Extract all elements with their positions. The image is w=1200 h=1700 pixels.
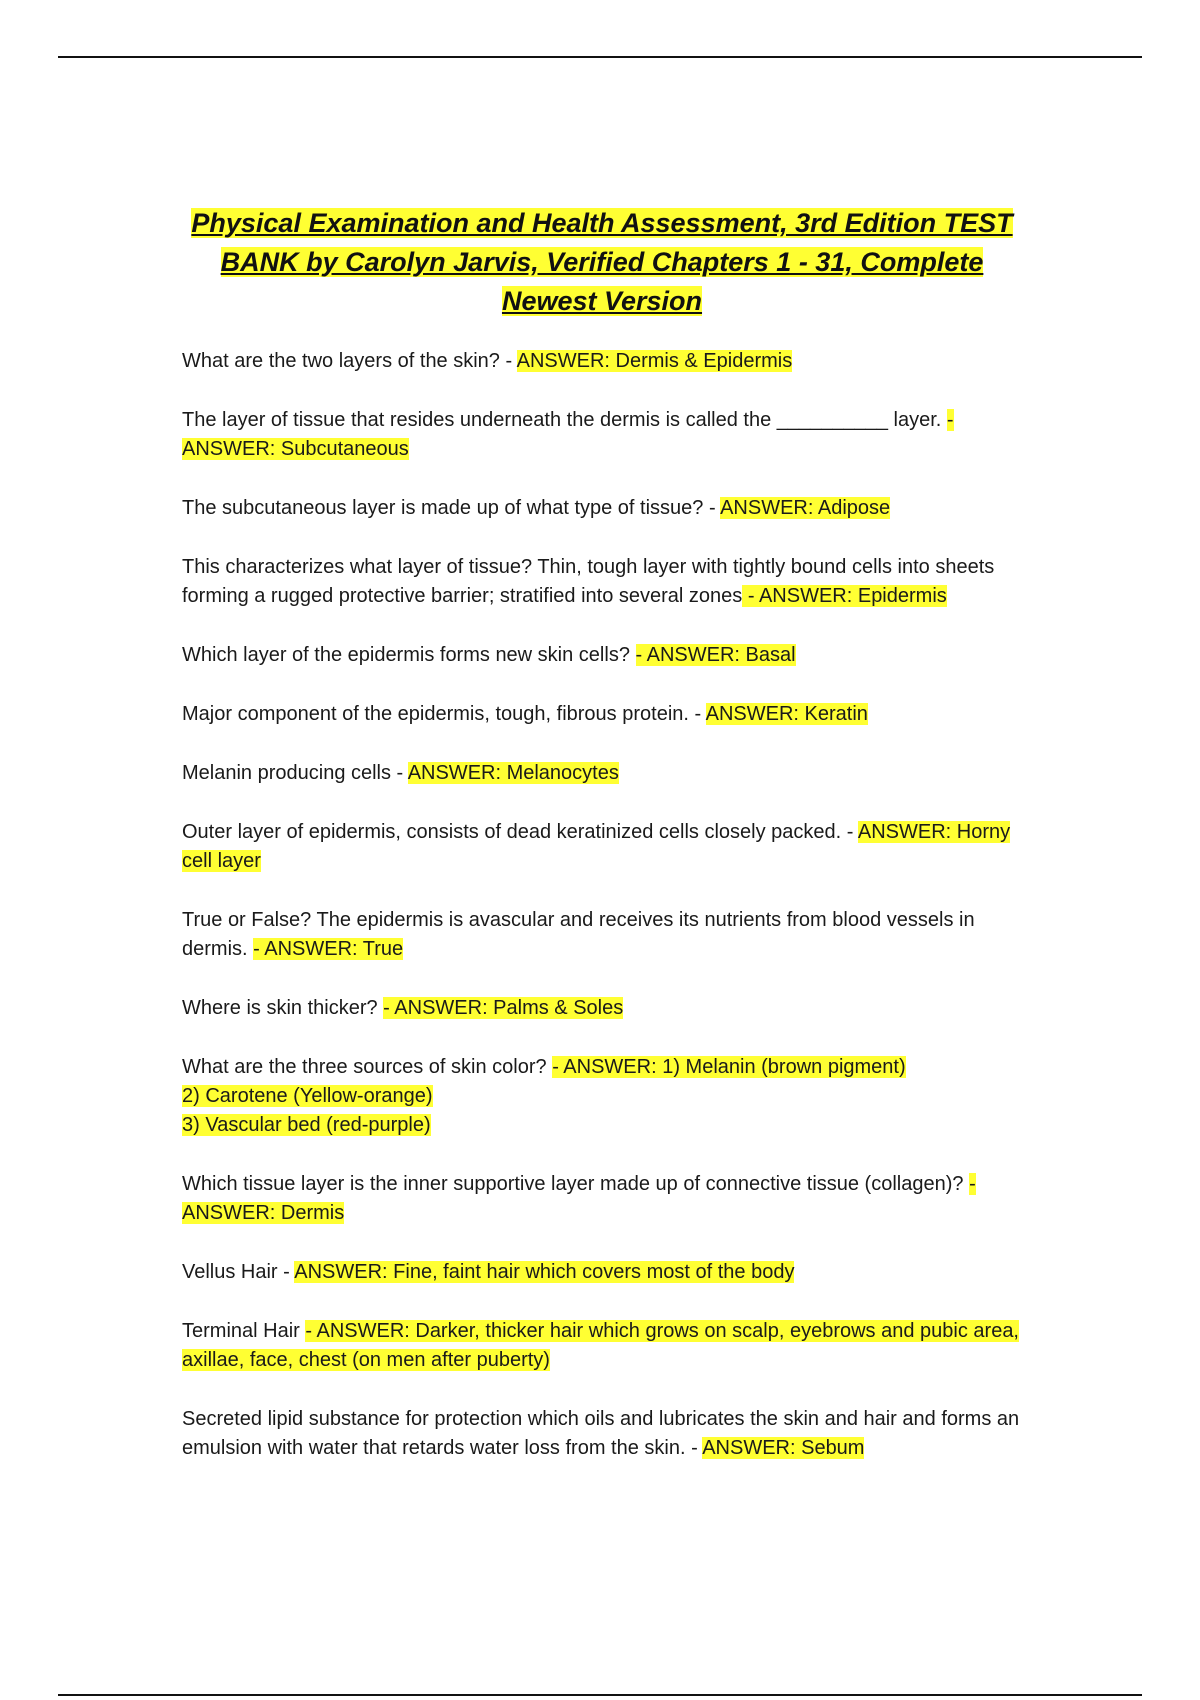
answer-text: ANSWER: Melanocytes xyxy=(407,762,619,784)
question-text: Vellus Hair - xyxy=(182,1261,295,1283)
question-text: Terminal Hair xyxy=(182,1320,306,1342)
answer-text: - ANSWER: Dermis xyxy=(182,1173,976,1224)
question-text: Melanin producing cells - xyxy=(182,762,408,784)
qa-item xyxy=(182,494,1022,523)
qa-item xyxy=(182,641,1022,670)
question-text: Major component of the epidermis, tough, fibrous protein. - xyxy=(182,703,706,725)
answer-text: - ANSWER: Epidermis xyxy=(742,585,947,607)
answer-text: ANSWER: Sebum xyxy=(702,1437,865,1459)
question-text: The subcutaneous layer is made up of what type of tissue? - xyxy=(182,497,721,519)
qa-item xyxy=(182,1170,1022,1228)
title-text: Physical Examination and Health Assessment, 3rd Edition TEST BANK by Carolyn Jarvis, Verified Chapters 1 - 31, Complete Newest Version xyxy=(191,208,1013,316)
qa-item xyxy=(182,1317,1022,1375)
qa-item xyxy=(182,906,1022,964)
qa-item xyxy=(182,818,1022,876)
question-text: True or False? The epidermis is avascular and receives its nutrients from blood vessels in dermis. xyxy=(182,909,975,960)
answer-text: ANSWER: Adipose xyxy=(720,497,891,519)
qa-list xyxy=(182,347,1022,1463)
qa-item xyxy=(182,1053,1022,1140)
qa-item xyxy=(182,759,1022,788)
question-text: Which tissue layer is the inner supportive layer made up of connective tissue (collagen)? xyxy=(182,1173,970,1195)
top-rule xyxy=(58,56,1142,58)
question-text: This characterizes what layer of tissue? Thin, tough layer with tightly bound cells into sheets forming a rugged protective barrier; stratified into several zones xyxy=(182,556,995,607)
question-text: Where is skin thicker? xyxy=(182,997,384,1019)
qa-item xyxy=(182,700,1022,729)
bottom-rule xyxy=(58,1694,1142,1696)
question-text: What are the two layers of the skin? - xyxy=(182,350,517,372)
answer-text: - ANSWER: 1) Melanin (brown pigment) 2) Carotene (Yellow-orange) 3) Vascular bed (red-purple) xyxy=(182,1056,906,1136)
answer-text: ANSWER: Dermis & Epidermis xyxy=(516,350,793,372)
answer-text: - ANSWER: Basal xyxy=(635,644,796,666)
answer-text: ANSWER: Fine, faint hair which covers most of the body xyxy=(294,1261,795,1283)
answer-text: - ANSWER: Subcutaneous xyxy=(182,409,954,460)
qa-item xyxy=(182,994,1022,1023)
question-text: What are the three sources of skin color? xyxy=(182,1056,553,1078)
document-title xyxy=(182,204,1022,321)
question-text: Secreted lipid substance for protection which oils and lubricates the skin and hair and forms an emulsion with water that retards water loss from the skin. - xyxy=(182,1408,1020,1459)
answer-text: - ANSWER: Darker, thicker hair which grows on scalp, eyebrows and pubic area, axillae, face, chest (on men after puberty) xyxy=(182,1320,1019,1371)
answer-text: - ANSWER: Palms & Soles xyxy=(383,997,624,1019)
answer-text: ANSWER: Horny cell layer xyxy=(182,821,1011,872)
qa-item xyxy=(182,553,1022,611)
question-text: Outer layer of epidermis, consists of dead keratinized cells closely packed. - xyxy=(182,821,858,843)
qa-item xyxy=(182,1258,1022,1287)
answer-text: - ANSWER: True xyxy=(253,938,404,960)
question-text: The layer of tissue that resides underneath the dermis is called the __________ layer. xyxy=(182,409,947,431)
answer-text: ANSWER: Keratin xyxy=(705,703,868,725)
question-text: Which layer of the epidermis forms new skin cells? xyxy=(182,644,636,666)
qa-item xyxy=(182,347,1022,376)
qa-item xyxy=(182,1405,1022,1463)
document-body xyxy=(182,204,1022,1493)
qa-item xyxy=(182,406,1022,464)
